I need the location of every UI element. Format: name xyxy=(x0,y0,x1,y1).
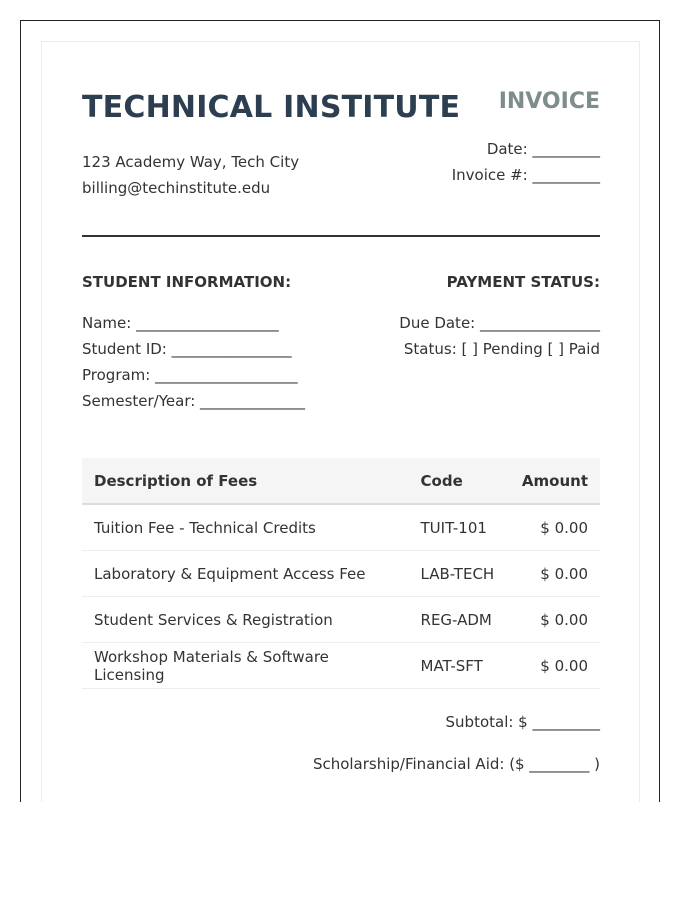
fees-table xyxy=(82,458,600,689)
financial-aid-field: Scholarship/Financial Aid: ($ ________ ) xyxy=(312,755,600,773)
payment-status-heading: PAYMENT STATUS: xyxy=(446,273,600,291)
fee-code: MAT-SFT xyxy=(409,643,510,689)
table-row xyxy=(82,643,600,689)
fee-description: Workshop Materials & Software Licensing xyxy=(82,643,409,689)
fee-code: LAB-TECH xyxy=(409,551,510,597)
payment-status-field: Status: [ ] Pending [ ] Paid xyxy=(403,340,600,358)
table-row xyxy=(82,597,600,643)
invoice-title: INVOICE xyxy=(498,89,600,114)
table-header-row xyxy=(82,458,600,504)
fee-description: Student Services & Registration xyxy=(82,597,409,643)
fee-amount: $ 0.00 xyxy=(510,504,600,551)
fee-amount: $ 0.00 xyxy=(510,597,600,643)
due-date-field: Due Date: ________________ xyxy=(399,314,600,332)
billing-email: billing@techinstitute.edu xyxy=(82,179,271,197)
column-header-amount: Amount xyxy=(510,458,600,504)
fee-description: Tuition Fee - Technical Credits xyxy=(82,504,409,551)
fee-description: Laboratory & Equipment Access Fee xyxy=(82,551,409,597)
student-id-field: Student ID: ________________ xyxy=(82,340,292,358)
date-field: Date: _________ xyxy=(486,140,600,158)
fee-code: TUIT-101 xyxy=(409,504,510,551)
column-header-code: Code xyxy=(409,458,510,504)
subtotal-field: Subtotal: $ _________ xyxy=(445,713,600,731)
table-row xyxy=(82,551,600,597)
program-field: Program: ___________________ xyxy=(82,366,298,384)
fee-amount: $ 0.00 xyxy=(510,643,600,689)
header-divider xyxy=(82,235,600,237)
school-name: TECHNICAL INSTITUTE xyxy=(82,90,461,125)
school-address: 123 Academy Way, Tech City xyxy=(82,153,300,171)
fee-amount: $ 0.00 xyxy=(510,551,600,597)
student-info-heading: STUDENT INFORMATION: xyxy=(82,273,292,291)
semester-field: Semester/Year: ______________ xyxy=(82,392,306,410)
student-name-field: Name: ___________________ xyxy=(82,314,279,332)
table-row xyxy=(82,504,600,551)
column-header-description: Description of Fees xyxy=(82,458,409,504)
invoice-number-field: Invoice #: _________ xyxy=(451,166,600,184)
fee-code: REG-ADM xyxy=(409,597,510,643)
